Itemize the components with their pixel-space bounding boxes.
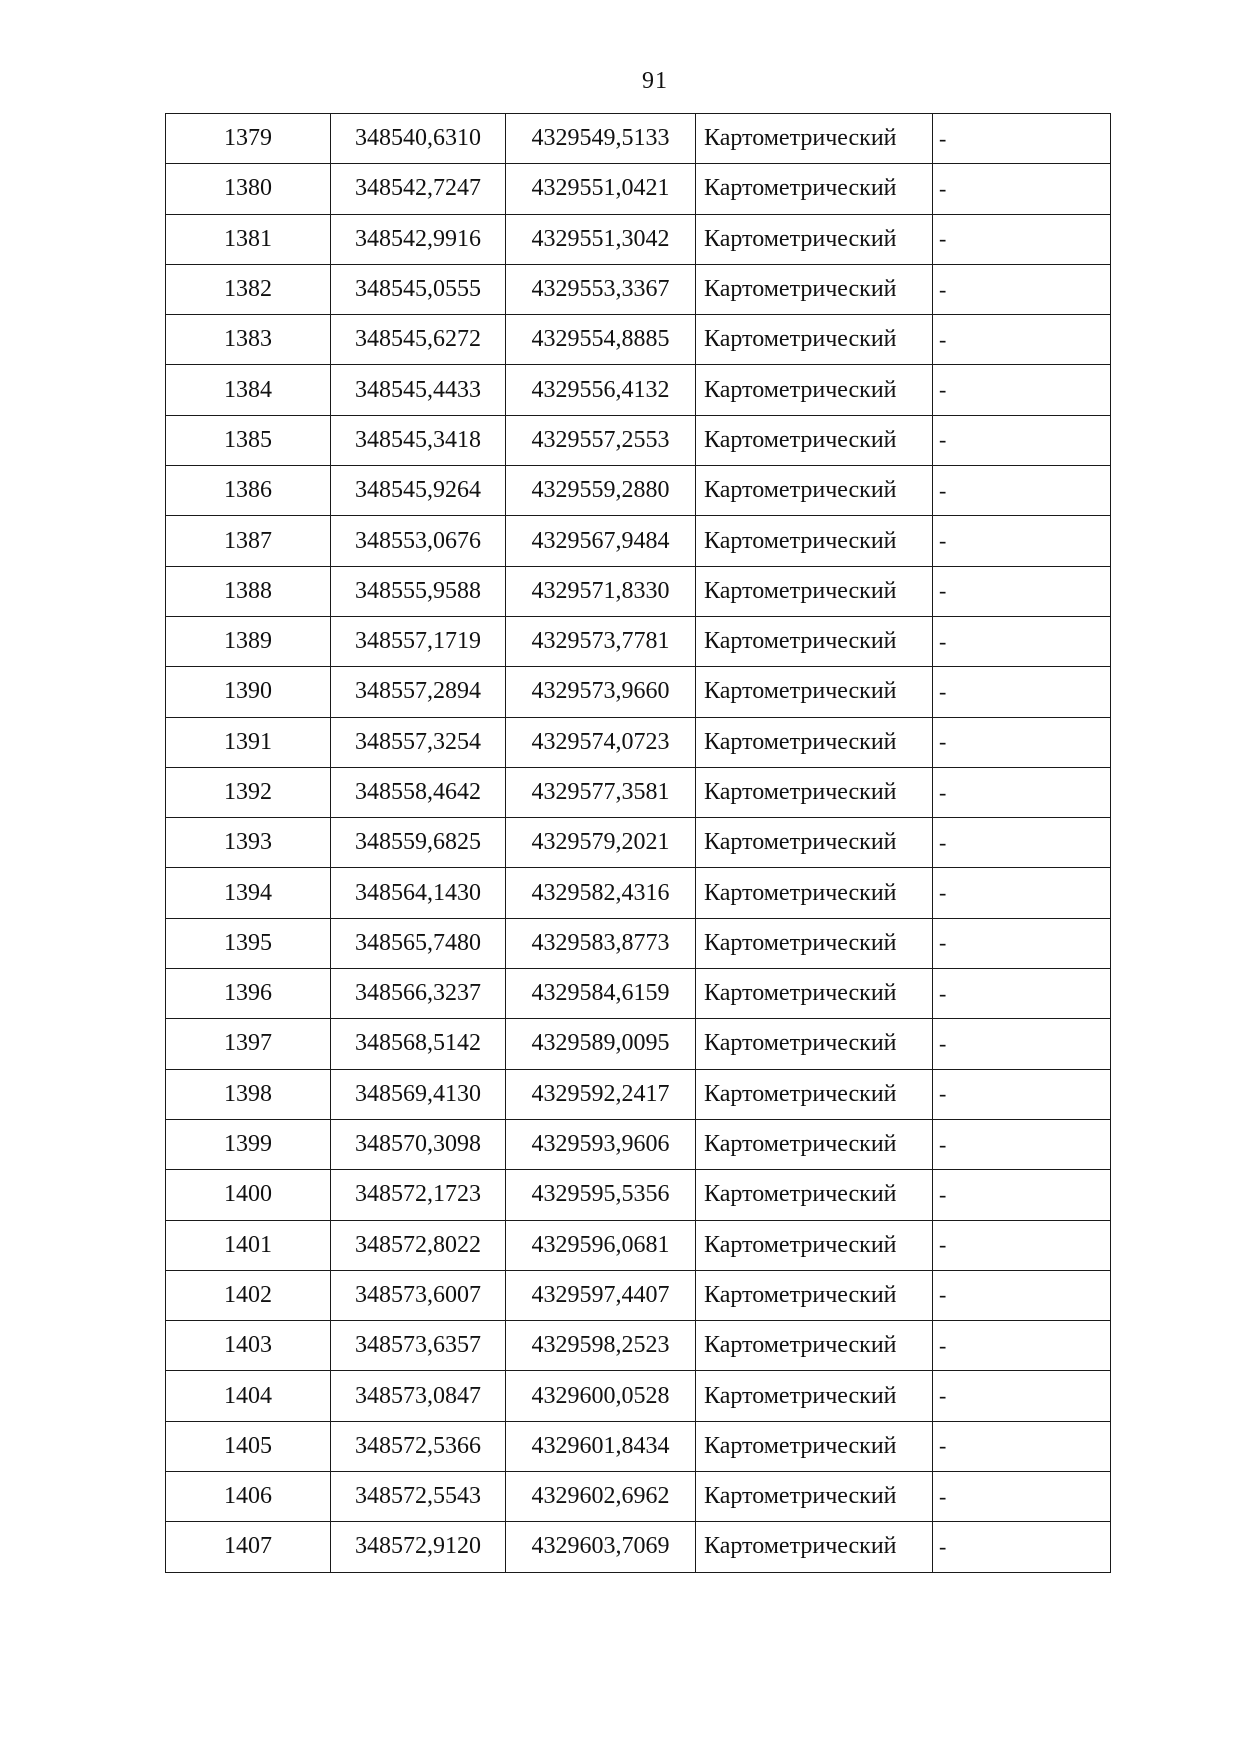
y-coordinate-cell: 4329551,3042 [506, 214, 696, 264]
y-coordinate-cell: 4329579,2021 [506, 818, 696, 868]
y-coordinate-cell: 4329601,8434 [506, 1421, 696, 1471]
y-coordinate-cell: 4329598,2523 [506, 1321, 696, 1371]
note-cell: - [933, 214, 1111, 264]
y-coordinate-cell: 4329589,0095 [506, 1019, 696, 1069]
method-cell: Картометрический [696, 516, 933, 566]
point-number-cell: 1386 [166, 466, 331, 516]
note-cell: - [933, 1522, 1111, 1572]
method-cell: Картометрический [696, 1522, 933, 1572]
method-cell: Картометрический [696, 566, 933, 616]
method-cell: Картометрический [696, 1472, 933, 1522]
method-cell: Картометрический [696, 667, 933, 717]
table-row [166, 717, 1111, 767]
table-row [166, 1069, 1111, 1119]
y-coordinate-cell: 4329597,4407 [506, 1270, 696, 1320]
table-row [166, 868, 1111, 918]
note-cell: - [933, 164, 1111, 214]
note-cell: - [933, 1170, 1111, 1220]
x-coordinate-cell: 348573,6007 [331, 1270, 506, 1320]
x-coordinate-cell: 348566,3237 [331, 969, 506, 1019]
x-coordinate-cell: 348573,6357 [331, 1321, 506, 1371]
method-cell: Картометрический [696, 717, 933, 767]
table-row [166, 214, 1111, 264]
table-row [166, 1472, 1111, 1522]
table-row [166, 415, 1111, 465]
x-coordinate-cell: 348557,1719 [331, 616, 506, 666]
method-cell: Картометрический [696, 1170, 933, 1220]
note-cell: - [933, 566, 1111, 616]
method-cell: Картометрический [696, 164, 933, 214]
point-number-cell: 1389 [166, 616, 331, 666]
method-cell: Картометрический [696, 466, 933, 516]
point-number-cell: 1385 [166, 415, 331, 465]
note-cell: - [933, 466, 1111, 516]
x-coordinate-cell: 348540,6310 [331, 114, 506, 164]
point-number-cell: 1388 [166, 566, 331, 616]
point-number-cell: 1396 [166, 969, 331, 1019]
method-cell: Картометрический [696, 1270, 933, 1320]
note-cell: - [933, 1472, 1111, 1522]
y-coordinate-cell: 4329602,6962 [506, 1472, 696, 1522]
y-coordinate-cell: 4329593,9606 [506, 1119, 696, 1169]
table-row [166, 969, 1111, 1019]
x-coordinate-cell: 348572,8022 [331, 1220, 506, 1270]
note-cell: - [933, 1321, 1111, 1371]
note-cell: - [933, 717, 1111, 767]
method-cell: Картометрический [696, 918, 933, 968]
table-row [166, 1019, 1111, 1069]
x-coordinate-cell: 348572,5543 [331, 1472, 506, 1522]
y-coordinate-cell: 4329549,5133 [506, 114, 696, 164]
note-cell: - [933, 616, 1111, 666]
method-cell: Картометрический [696, 818, 933, 868]
note-cell: - [933, 767, 1111, 817]
x-coordinate-cell: 348570,3098 [331, 1119, 506, 1169]
note-cell: - [933, 315, 1111, 365]
y-coordinate-cell: 4329577,3581 [506, 767, 696, 817]
note-cell: - [933, 667, 1111, 717]
point-number-cell: 1393 [166, 818, 331, 868]
table-row [166, 818, 1111, 868]
x-coordinate-cell: 348572,5366 [331, 1421, 506, 1471]
method-cell: Картометрический [696, 1220, 933, 1270]
x-coordinate-cell: 348568,5142 [331, 1019, 506, 1069]
note-cell: - [933, 516, 1111, 566]
y-coordinate-cell: 4329551,0421 [506, 164, 696, 214]
table-row [166, 1119, 1111, 1169]
point-number-cell: 1401 [166, 1220, 331, 1270]
method-cell: Картометрический [696, 767, 933, 817]
method-cell: Картометрический [696, 214, 933, 264]
y-coordinate-cell: 4329595,5356 [506, 1170, 696, 1220]
x-coordinate-cell: 348558,4642 [331, 767, 506, 817]
y-coordinate-cell: 4329571,8330 [506, 566, 696, 616]
point-number-cell: 1397 [166, 1019, 331, 1069]
x-coordinate-cell: 348559,6825 [331, 818, 506, 868]
method-cell: Картометрический [696, 1019, 933, 1069]
point-number-cell: 1380 [166, 164, 331, 214]
note-cell: - [933, 1270, 1111, 1320]
point-number-cell: 1392 [166, 767, 331, 817]
point-number-cell: 1381 [166, 214, 331, 264]
note-cell: - [933, 918, 1111, 968]
method-cell: Картометрический [696, 1119, 933, 1169]
point-number-cell: 1403 [166, 1321, 331, 1371]
point-number-cell: 1407 [166, 1522, 331, 1572]
y-coordinate-cell: 4329583,8773 [506, 918, 696, 968]
y-coordinate-cell: 4329574,0723 [506, 717, 696, 767]
note-cell: - [933, 415, 1111, 465]
method-cell: Картометрический [696, 1069, 933, 1119]
note-cell: - [933, 114, 1111, 164]
method-cell: Картометрический [696, 868, 933, 918]
point-number-cell: 1383 [166, 315, 331, 365]
x-coordinate-cell: 348542,9916 [331, 214, 506, 264]
table-row [166, 1421, 1111, 1471]
x-coordinate-cell: 348545,0555 [331, 264, 506, 314]
method-cell: Картометрический [696, 969, 933, 1019]
y-coordinate-cell: 4329600,0528 [506, 1371, 696, 1421]
x-coordinate-cell: 348553,0676 [331, 516, 506, 566]
x-coordinate-cell: 348545,6272 [331, 315, 506, 365]
x-coordinate-cell: 348555,9588 [331, 566, 506, 616]
y-coordinate-cell: 4329596,0681 [506, 1220, 696, 1270]
note-cell: - [933, 365, 1111, 415]
x-coordinate-cell: 348557,3254 [331, 717, 506, 767]
table-row [166, 516, 1111, 566]
point-number-cell: 1406 [166, 1472, 331, 1522]
table-row [166, 1371, 1111, 1421]
x-coordinate-cell: 348573,0847 [331, 1371, 506, 1421]
point-number-cell: 1395 [166, 918, 331, 968]
page-number: 91 [642, 68, 668, 94]
y-coordinate-cell: 4329573,7781 [506, 616, 696, 666]
x-coordinate-cell: 348564,1430 [331, 868, 506, 918]
note-cell: - [933, 264, 1111, 314]
method-cell: Картометрический [696, 365, 933, 415]
y-coordinate-cell: 4329582,4316 [506, 868, 696, 918]
x-coordinate-cell: 348542,7247 [331, 164, 506, 214]
point-number-cell: 1402 [166, 1270, 331, 1320]
coordinates-table-body [166, 114, 1111, 1573]
table-row [166, 466, 1111, 516]
note-cell: - [933, 1371, 1111, 1421]
y-coordinate-cell: 4329559,2880 [506, 466, 696, 516]
method-cell: Картометрический [696, 264, 933, 314]
table-row [166, 365, 1111, 415]
table-row [166, 566, 1111, 616]
note-cell: - [933, 1220, 1111, 1270]
table-row [166, 164, 1111, 214]
y-coordinate-cell: 4329592,2417 [506, 1069, 696, 1119]
method-cell: Картометрический [696, 616, 933, 666]
note-cell: - [933, 818, 1111, 868]
y-coordinate-cell: 4329557,2553 [506, 415, 696, 465]
method-cell: Картометрический [696, 114, 933, 164]
table-row [166, 616, 1111, 666]
x-coordinate-cell: 348572,9120 [331, 1522, 506, 1572]
point-number-cell: 1384 [166, 365, 331, 415]
point-number-cell: 1405 [166, 1421, 331, 1471]
x-coordinate-cell: 348545,4433 [331, 365, 506, 415]
x-coordinate-cell: 348569,4130 [331, 1069, 506, 1119]
table-row [166, 918, 1111, 968]
y-coordinate-cell: 4329573,9660 [506, 667, 696, 717]
note-cell: - [933, 1069, 1111, 1119]
note-cell: - [933, 1019, 1111, 1069]
method-cell: Картометрический [696, 1321, 933, 1371]
y-coordinate-cell: 4329556,4132 [506, 365, 696, 415]
note-cell: - [933, 1119, 1111, 1169]
note-cell: - [933, 969, 1111, 1019]
table-row [166, 1270, 1111, 1320]
table-row [166, 264, 1111, 314]
x-coordinate-cell: 348565,7480 [331, 918, 506, 968]
coordinates-table [165, 113, 1111, 1573]
y-coordinate-cell: 4329567,9484 [506, 516, 696, 566]
table-row [166, 667, 1111, 717]
method-cell: Картометрический [696, 415, 933, 465]
point-number-cell: 1391 [166, 717, 331, 767]
y-coordinate-cell: 4329584,6159 [506, 969, 696, 1019]
x-coordinate-cell: 348572,1723 [331, 1170, 506, 1220]
method-cell: Картометрический [696, 315, 933, 365]
method-cell: Картометрический [696, 1421, 933, 1471]
note-cell: - [933, 1421, 1111, 1471]
x-coordinate-cell: 348545,9264 [331, 466, 506, 516]
point-number-cell: 1394 [166, 868, 331, 918]
table-row [166, 1170, 1111, 1220]
method-cell: Картометрический [696, 1371, 933, 1421]
table-row [166, 1220, 1111, 1270]
x-coordinate-cell: 348545,3418 [331, 415, 506, 465]
table-row [166, 114, 1111, 164]
y-coordinate-cell: 4329553,3367 [506, 264, 696, 314]
note-cell: - [933, 868, 1111, 918]
point-number-cell: 1390 [166, 667, 331, 717]
point-number-cell: 1399 [166, 1119, 331, 1169]
point-number-cell: 1398 [166, 1069, 331, 1119]
point-number-cell: 1387 [166, 516, 331, 566]
point-number-cell: 1400 [166, 1170, 331, 1220]
point-number-cell: 1379 [166, 114, 331, 164]
table-row [166, 767, 1111, 817]
point-number-cell: 1404 [166, 1371, 331, 1421]
point-number-cell: 1382 [166, 264, 331, 314]
y-coordinate-cell: 4329603,7069 [506, 1522, 696, 1572]
x-coordinate-cell: 348557,2894 [331, 667, 506, 717]
table-row [166, 1522, 1111, 1572]
y-coordinate-cell: 4329554,8885 [506, 315, 696, 365]
table-row [166, 1321, 1111, 1371]
table-row [166, 315, 1111, 365]
